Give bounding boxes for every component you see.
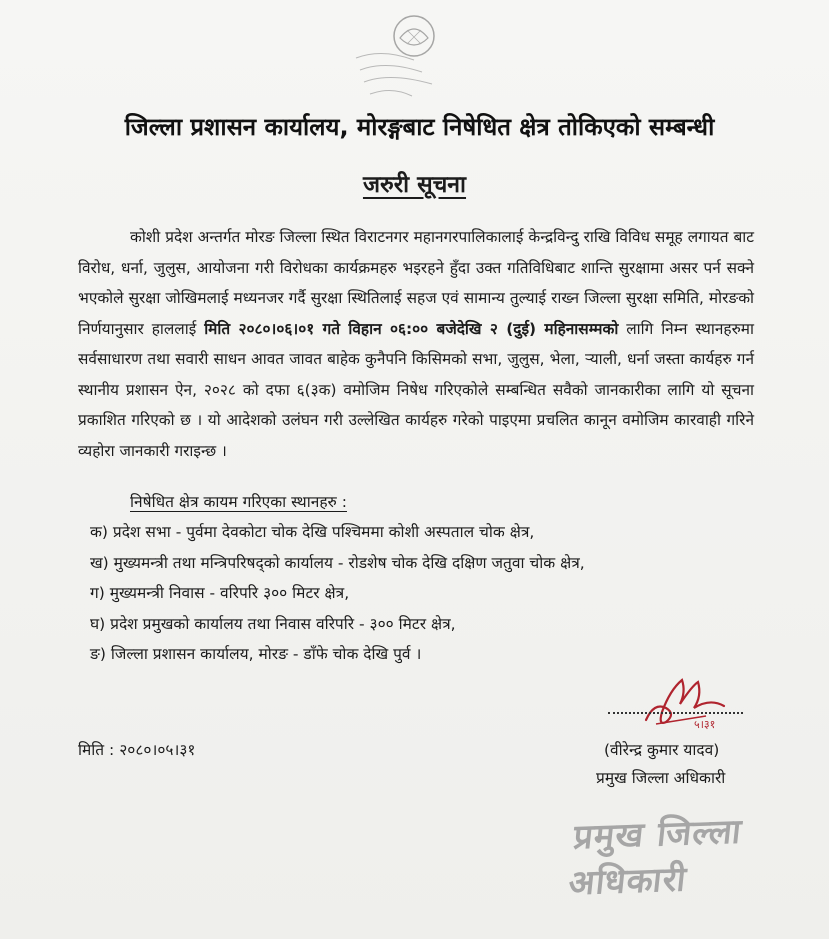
notice-body (78, 222, 754, 466)
zone-item-kha: ख) मुख्यमन्त्री तथा मन्त्रिपरिषद्को कार्यालय - रोडशेष चोक देखि दक्षिण जतुवा चोक क्षेत्र, (90, 553, 585, 572)
officer-name: (वीरेन्द्र कुमार यादव) (604, 741, 720, 759)
signature-icon (636, 672, 736, 732)
body-text-part2: लागि निम्न स्थानहरुमा सर्वसाधारण तथा सवारी साधन आवत जावत बाहेक कुनैपनि किसिमको सभा, जुलुस, भेला, र्‍याली, धर्ना जस्ता कार्यहरु गर्न स्थानीय प्रशासन ऐन, २०२८ को दफा ६(३क) वमोजिम निषेध गरिएकोले सम्बन्धित सवैको जानकारीका लागि यो सूचना प्रकाशित गरिएको छ । यो आदेशको उलंघन गरी उल्लेखित कार्यहरु गरेको पाइएमा प्रचलित कानून वमोजिम कारवाही गरिने व्यहोरा जानकारी गराइन्छ । (78, 319, 754, 460)
seal-emblem-icon (352, 8, 462, 108)
signature-date: ५।३१ (694, 718, 716, 731)
official-stamp: प्रमुख जिल्ला अधिकारी (566, 811, 745, 904)
zone-item-ga: ग) मुख्यमन्त्री निवास - वरिपरि ३०० मिटर क्षेत्र, (90, 584, 350, 602)
notice-subtitle-text: जरुरी सूचना (362, 172, 467, 198)
government-seal (352, 8, 462, 108)
body-text-part1: कोशी प्रदेश अन्तर्गत मोरङ जिल्ला स्थित विराटनगर महानगरपालिकालाई केन्द्रविन्दु राखि विविध समूह लगायत बाट विरोध, धर्ना, जुलुस, आयोजना गरी विरोधका कार्यक्रमहरु भइरहने हुँदा उक्त गतिविधिबाट शान्ति सुरक्षामा असर पर्न सक्ने भएकोले सुरक्षा जोखिमलाई मध्यनजर गर्दै सुरक्षा स्थितिलाई सहज एवं सामान्य तुल्याई राख्न जिल्ला सुरक्षा समिति, मोरङको निर्णयानुसार हाललाई (78, 228, 754, 338)
body-text-bold: मिति २०८०।०६।०१ गते विहान ०६:०० बजेदेखि २ (दुई) महिनासम्मको (204, 319, 619, 338)
zones-list (90, 517, 750, 670)
zones-heading: निषेधित क्षेत्र कायम गरिएका स्थानहरु : (130, 493, 347, 511)
zone-item-nga: ङ) जिल्ला प्रशासन कार्यालय, मोरङ - डाँफे चोक देखि पुर्व । (90, 645, 422, 663)
notice-subtitle (0, 167, 829, 199)
signature-dotted-line (608, 712, 743, 714)
officer-signature (636, 672, 736, 732)
officer-title: प्रमुख जिल्ला अधिकारी (596, 769, 726, 787)
notice-title: जिल्ला प्रशासन कार्यालय, मोरङ्गबाट निषेधित क्षेत्र तोकिएको सम्बन्धी (124, 113, 715, 141)
zone-item-ka: क) प्रदेश सभा - पुर्वमा देवकोटा चोक देखि पश्चिममा कोशी अस्पताल चोक क्षेत्र, (90, 523, 535, 541)
zone-item-gha: घ) प्रदेश प्रमुखको कार्यालय तथा निवास वरिपरि - ३०० मिटर क्षेत्र, (90, 614, 456, 633)
notice-date: मिति : २०८०।०५।३१ (78, 741, 196, 759)
